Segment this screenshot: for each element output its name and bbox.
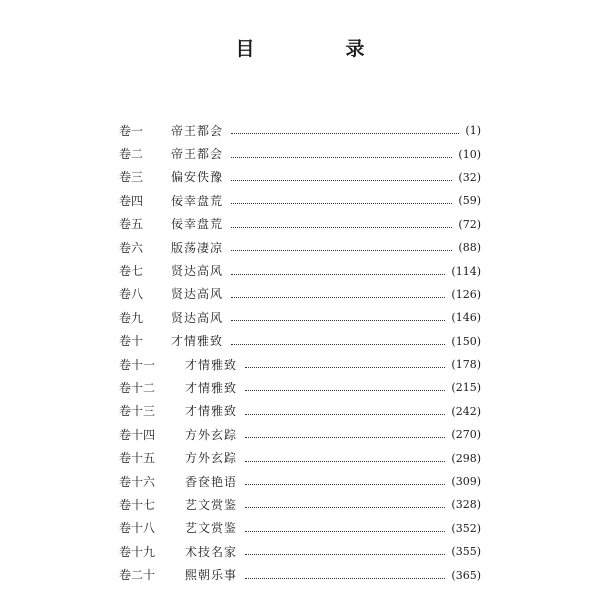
toc-volume: 卷十六 — [119, 474, 156, 489]
toc-entry-3[interactable] — [119, 166, 481, 189]
dot-leader — [231, 203, 452, 204]
dot-leader — [231, 133, 459, 134]
toc-chapter-title: 贤达高风 — [171, 310, 224, 325]
toc-chapter-title: 贤达高风 — [171, 264, 224, 279]
toc-entry-20[interactable] — [119, 563, 481, 586]
dot-leader — [245, 414, 445, 415]
toc-entry-9[interactable] — [119, 306, 481, 329]
dot-leader — [245, 367, 445, 368]
dot-leader — [231, 344, 445, 345]
dot-leader — [245, 390, 445, 391]
page-title: 目 录 — [235, 38, 401, 60]
dot-leader — [245, 531, 445, 532]
toc-page-number: (352) — [451, 521, 481, 535]
toc-entry-17[interactable] — [119, 493, 481, 516]
toc-volume: 卷十四 — [119, 427, 156, 442]
toc-page-number: (10) — [458, 147, 481, 161]
toc-page-number: (72) — [458, 217, 481, 231]
toc-chapter-title: 香奁艳语 — [185, 474, 238, 489]
toc-chapter-title: 方外玄踪 — [185, 427, 238, 442]
dot-leader — [231, 180, 452, 181]
toc-entry-18[interactable] — [119, 517, 481, 540]
toc-chapter-title: 艺文赏鉴 — [185, 497, 238, 512]
toc-volume: 卷二十 — [119, 568, 156, 583]
toc-page-number: (309) — [451, 475, 481, 489]
toc-page-number: (114) — [451, 264, 481, 278]
dot-leader — [245, 554, 445, 555]
dot-leader — [245, 484, 445, 485]
dot-leader — [231, 274, 445, 275]
toc-chapter-title: 方外玄踪 — [185, 451, 238, 466]
table-of-contents — [119, 119, 481, 587]
dot-leader — [245, 507, 445, 508]
toc-page-number: (88) — [458, 241, 481, 255]
dot-leader — [231, 297, 445, 298]
toc-entry-12[interactable] — [119, 376, 481, 399]
toc-entry-14[interactable] — [119, 423, 481, 446]
toc-entry-4[interactable] — [119, 189, 481, 212]
toc-page-number: (270) — [451, 428, 481, 442]
toc-entry-2[interactable] — [119, 142, 481, 165]
toc-entry-10[interactable] — [119, 330, 481, 353]
toc-page-number: (150) — [451, 334, 481, 348]
dot-leader — [231, 320, 445, 321]
toc-page-number: (298) — [451, 451, 481, 465]
toc-chapter-title: 才情雅致 — [185, 404, 238, 419]
dot-leader — [231, 227, 452, 228]
toc-entry-19[interactable] — [119, 540, 481, 563]
dot-leader — [231, 157, 452, 158]
toc-page-number: (126) — [451, 287, 481, 301]
toc-volume: 卷七 — [119, 264, 144, 279]
toc-chapter-title: 帝王都会 — [171, 147, 224, 162]
toc-volume: 卷四 — [119, 193, 144, 208]
toc-entry-7[interactable] — [119, 259, 481, 282]
toc-volume: 卷十三 — [119, 404, 156, 419]
toc-page-number: (178) — [451, 358, 481, 372]
toc-entry-16[interactable] — [119, 470, 481, 493]
toc-volume: 卷三 — [119, 170, 144, 185]
toc-chapter-title: 术技名家 — [185, 544, 238, 559]
toc-chapter-title: 帝王都会 — [171, 123, 224, 138]
toc-volume: 卷九 — [119, 310, 144, 325]
toc-entry-15[interactable] — [119, 446, 481, 469]
dot-leader — [245, 461, 445, 462]
toc-page-number: (59) — [458, 194, 481, 208]
toc-entry-8[interactable] — [119, 283, 481, 306]
toc-chapter-title: 才情雅致 — [185, 357, 238, 372]
dot-leader — [231, 250, 452, 251]
toc-entry-11[interactable] — [119, 353, 481, 376]
toc-volume: 卷十二 — [119, 380, 156, 395]
toc-volume: 卷十五 — [119, 451, 156, 466]
toc-page-number: (328) — [451, 498, 481, 512]
toc-chapter-title: 偏安佚豫 — [171, 170, 224, 185]
toc-chapter-title: 才情雅致 — [171, 334, 224, 349]
toc-volume: 卷十七 — [119, 497, 156, 512]
toc-volume: 卷八 — [119, 287, 144, 302]
toc-page-number: (32) — [458, 170, 481, 184]
toc-page-number: (215) — [451, 381, 481, 395]
toc-page-number: (1) — [465, 124, 481, 138]
toc-page-number: (146) — [451, 311, 481, 325]
toc-entry-5[interactable] — [119, 213, 481, 236]
toc-chapter-title: 贤达高风 — [171, 287, 224, 302]
toc-chapter-title: 艺文赏鉴 — [185, 521, 238, 536]
toc-chapter-title: 版荡凄凉 — [171, 240, 224, 255]
toc-entry-13[interactable] — [119, 400, 481, 423]
toc-volume: 卷十八 — [119, 521, 156, 536]
toc-volume: 卷六 — [119, 240, 144, 255]
toc-entry-1[interactable] — [119, 119, 481, 142]
toc-chapter-title: 佞幸盘荒 — [171, 193, 224, 208]
toc-volume: 卷五 — [119, 217, 144, 232]
toc-volume: 卷一 — [119, 123, 144, 138]
toc-page-number: (355) — [451, 545, 481, 559]
toc-volume: 卷十 — [119, 334, 144, 349]
toc-page-number: (242) — [451, 404, 481, 418]
toc-chapter-title: 才情雅致 — [185, 380, 238, 395]
toc-volume: 卷二 — [119, 147, 144, 162]
toc-page-number: (365) — [451, 568, 481, 582]
dot-leader — [245, 437, 445, 438]
toc-entry-6[interactable] — [119, 236, 481, 259]
toc-volume: 卷十九 — [119, 544, 156, 559]
toc-volume: 卷十一 — [119, 357, 156, 372]
dot-leader — [245, 578, 445, 579]
toc-chapter-title: 熙朝乐事 — [185, 568, 238, 583]
toc-chapter-title: 佞幸盘荒 — [171, 217, 224, 232]
